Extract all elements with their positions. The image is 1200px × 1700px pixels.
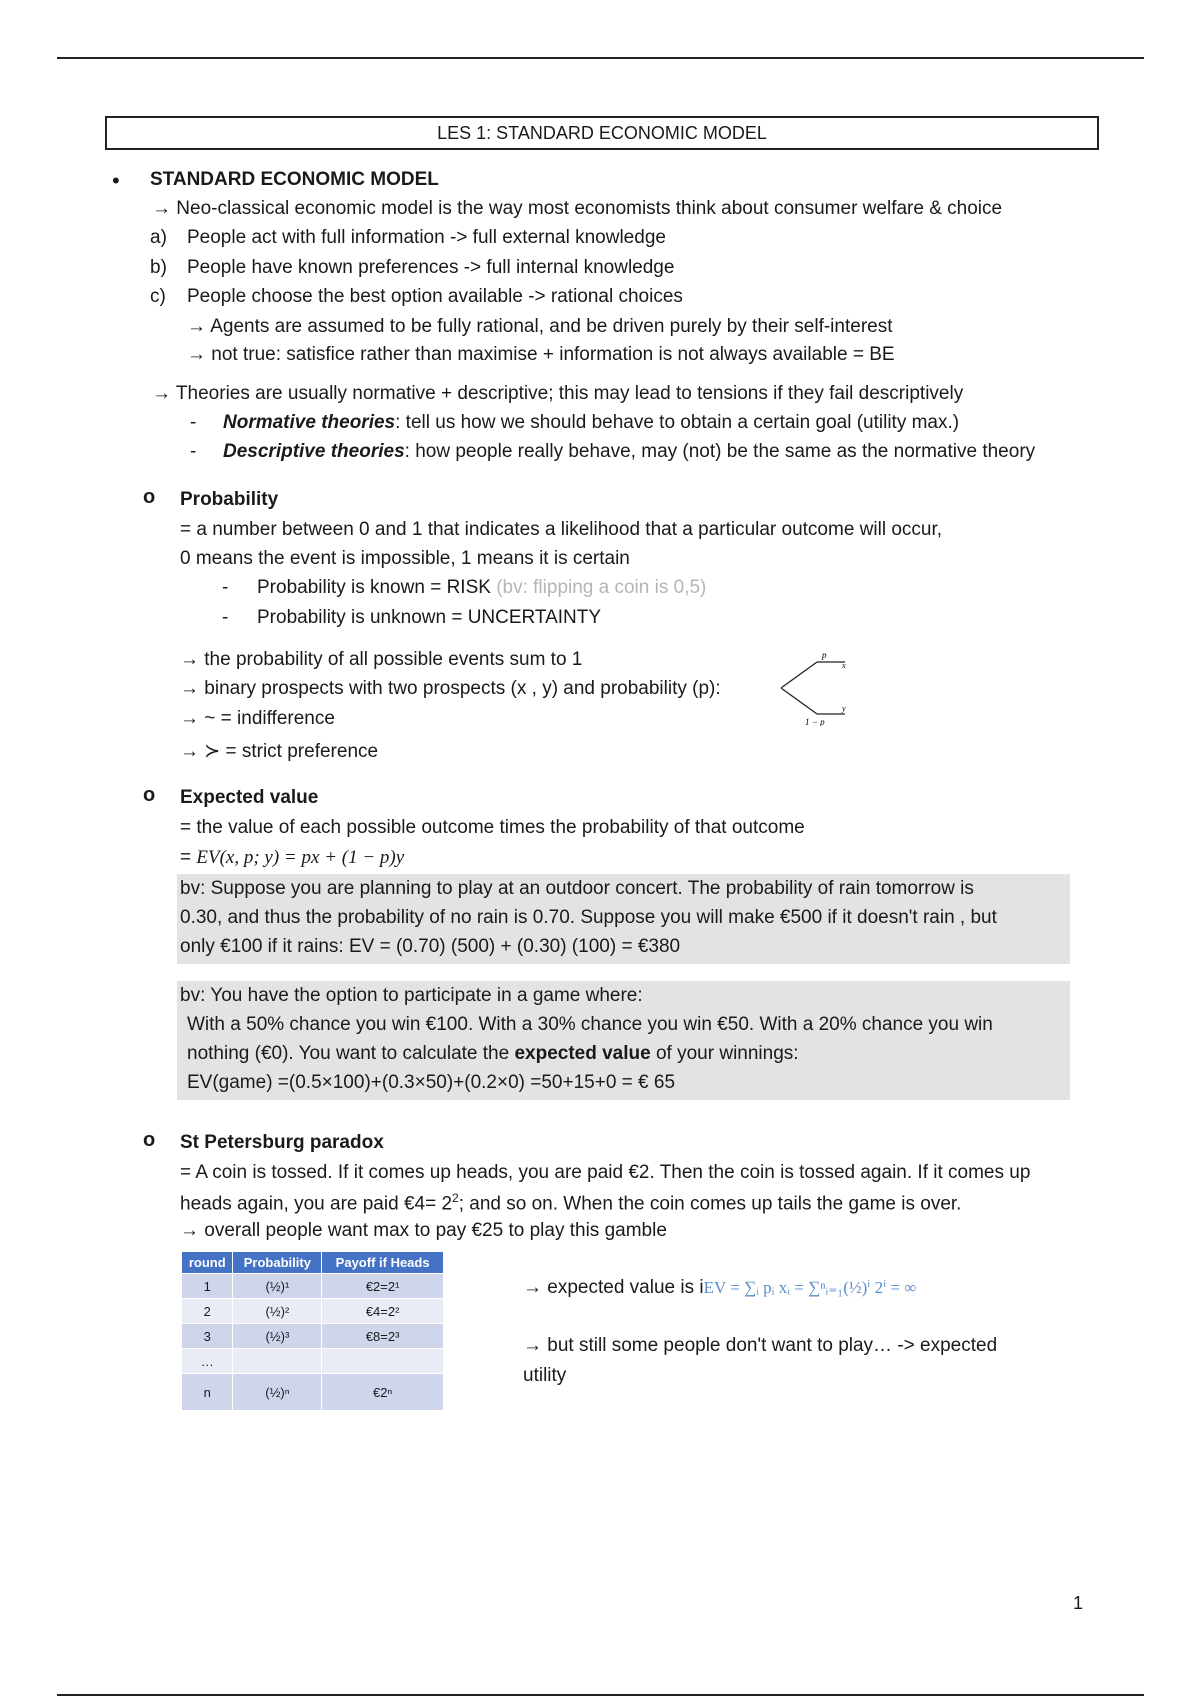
page-title: LES 1: STANDARD ECONOMIC MODEL bbox=[105, 116, 1099, 150]
table-cell: 3 bbox=[182, 1324, 233, 1349]
table-cell: 2 bbox=[182, 1299, 233, 1324]
table-header: Probability bbox=[233, 1252, 322, 1274]
table-cell: (½)² bbox=[233, 1299, 322, 1324]
ev-note-1: → but still some people don't want to play… -> expected bbox=[523, 1335, 998, 1356]
table-cell: 1 bbox=[182, 1274, 233, 1299]
rational-note-2: → not true: satisfice rather than maximise + information is not always available = BE bbox=[187, 344, 895, 365]
probability-note-3: → ~ = indifference bbox=[180, 708, 335, 729]
dash: - bbox=[190, 441, 197, 462]
ev-line: → expected value is iEV = ∑ᵢ pᵢ xᵢ = ∑ⁿᵢ₌₁(½)ⁱ 2ⁱ = ∞ bbox=[523, 1277, 917, 1298]
probability-heading: Probability bbox=[180, 489, 279, 510]
bottom-rule bbox=[57, 1694, 1144, 1696]
table-cell bbox=[233, 1349, 322, 1374]
example-2-line-2: With a 50% chance you win €100. With a 30% chance you win €50. With a 20% chance you win bbox=[187, 1014, 993, 1035]
example-2-line-4: EV(game) =(0.5×100)+(0.3×50)+(0.2×0) =50+15+0 = € 65 bbox=[187, 1072, 676, 1093]
table-row bbox=[182, 1349, 444, 1374]
normative-theories: Normative theories: tell us how we should behave to obtain a certain goal (utility max.) bbox=[223, 412, 960, 433]
section-heading: STANDARD ECONOMIC MODEL bbox=[150, 169, 439, 190]
table-cell: … bbox=[182, 1349, 233, 1374]
st-petersburg-def-2: heads again, you are paid €4= $2^2$; and so on. When the coin comes up tails the game is over. bbox=[180, 1191, 962, 1215]
assumption-a: People act with full information -> full external knowledge bbox=[187, 227, 666, 248]
probability-note-2: → binary prospects with two prospects (x , y) and probability (p): bbox=[180, 678, 721, 699]
diagram-p: p bbox=[822, 650, 827, 660]
example-1-line-2: 0.30, and thus the probability of no rain is 0.70. Suppose you will make €500 if it doesn't rain , but bbox=[180, 907, 997, 928]
expected-value-formula: = EV(x, p; y) = px + (1 − p)y bbox=[180, 847, 405, 868]
dash: - bbox=[190, 412, 197, 433]
example-1-line-3: only €100 if it rains: EV = (0.70) (500) + (0.30) (100) = €380 bbox=[180, 936, 681, 957]
example-2-line-3: nothing (€0). You want to calculate the expected value of your winnings: bbox=[187, 1043, 799, 1064]
uncertainty-line: Probability is unknown = UNCERTAINTY bbox=[257, 607, 602, 628]
table-cell: n bbox=[182, 1374, 233, 1411]
theories-intro: → Theories are usually normative + descriptive; this may lead to tensions if they fail descriptively bbox=[152, 383, 964, 404]
st-petersburg-heading: St Petersburg paradox bbox=[180, 1132, 384, 1153]
table-row bbox=[182, 1324, 444, 1349]
st-petersburg-table bbox=[181, 1251, 444, 1411]
dash: - bbox=[222, 607, 229, 628]
ev-formula: EV = ∑ᵢ pᵢ xᵢ = ∑ⁿᵢ₌₁(½)ⁱ 2ⁱ = ∞ bbox=[703, 1278, 917, 1297]
top-rule bbox=[57, 57, 1144, 59]
table-cell: €2=2¹ bbox=[322, 1274, 444, 1299]
binary-prospect-diagram bbox=[775, 648, 850, 726]
table-row bbox=[182, 1299, 444, 1324]
table-header: Payoff if Heads bbox=[322, 1252, 444, 1274]
probability-def-2: 0 means the event is impossible, 1 means it is certain bbox=[180, 548, 630, 569]
table-cell: €2ⁿ bbox=[322, 1374, 444, 1411]
table-cell: (½)³ bbox=[233, 1324, 322, 1349]
probability-note-4: → ≻ = strict preference bbox=[180, 741, 379, 762]
rational-note-1: → Agents are assumed to be fully rational, and be driven purely by their self-interest bbox=[187, 316, 893, 337]
expected-value-heading: Expected value bbox=[180, 787, 319, 808]
st-petersburg-note: → overall people want max to pay €25 to play this gamble bbox=[180, 1220, 667, 1241]
risk-line: Probability is known = RISK (bv: flipping a coin is 0,5) bbox=[257, 577, 707, 598]
bullet-circle: o bbox=[143, 1129, 156, 1151]
table-cell: €8=2³ bbox=[322, 1324, 444, 1349]
page-number: 1 bbox=[1073, 1593, 1084, 1613]
diagram-one-minus-p: 1 − p bbox=[805, 717, 825, 726]
table-cell: €4=2² bbox=[322, 1299, 444, 1324]
dash: - bbox=[222, 577, 229, 598]
assumption-b: People have known preferences -> full internal knowledge bbox=[187, 257, 675, 278]
table-cell: (½)ⁿ bbox=[233, 1374, 322, 1411]
bullet-circle: o bbox=[143, 486, 156, 508]
expected-value-def: = the value of each possible outcome times the probability of that outcome bbox=[180, 817, 805, 838]
probability-note-1: → the probability of all possible events sum to 1 bbox=[180, 649, 583, 670]
assumption-c: People choose the best option available -> rational choices bbox=[187, 286, 683, 307]
ev-note-2: utility bbox=[523, 1365, 567, 1386]
assumption-b-marker: b) bbox=[150, 257, 167, 278]
diagram-x: x bbox=[842, 661, 846, 670]
table-row bbox=[182, 1274, 444, 1299]
st-petersburg-def-1: = A coin is tossed. If it comes up heads, you are paid €2. Then the coin is tossed again. If it comes up bbox=[180, 1162, 1031, 1183]
table-header: round bbox=[182, 1252, 233, 1274]
descriptive-theories: Descriptive theories: how people really behave, may (not) be the same as the normative theory bbox=[223, 441, 1036, 462]
bullet-circle: o bbox=[143, 784, 156, 806]
assumption-c-marker: c) bbox=[150, 286, 166, 307]
example-1-line-1: bv: Suppose you are planning to play at an outdoor concert. The probability of rain tomorrow is bbox=[180, 878, 974, 899]
probability-def-1: = a number between 0 and 1 that indicates a likelihood that a particular outcome will occur, bbox=[180, 519, 943, 540]
example-2-line-1: bv: You have the option to participate in a game where: bbox=[180, 985, 643, 1006]
table-cell bbox=[322, 1349, 444, 1374]
intro-line: → Neo-classical economic model is the way most economists think about consumer welfare & choice bbox=[152, 198, 1003, 219]
bullet-dot: • bbox=[112, 168, 120, 193]
diagram-y: y bbox=[842, 704, 846, 713]
assumption-a-marker: a) bbox=[150, 227, 167, 248]
table-cell: (½)¹ bbox=[233, 1274, 322, 1299]
table-row bbox=[182, 1374, 444, 1411]
